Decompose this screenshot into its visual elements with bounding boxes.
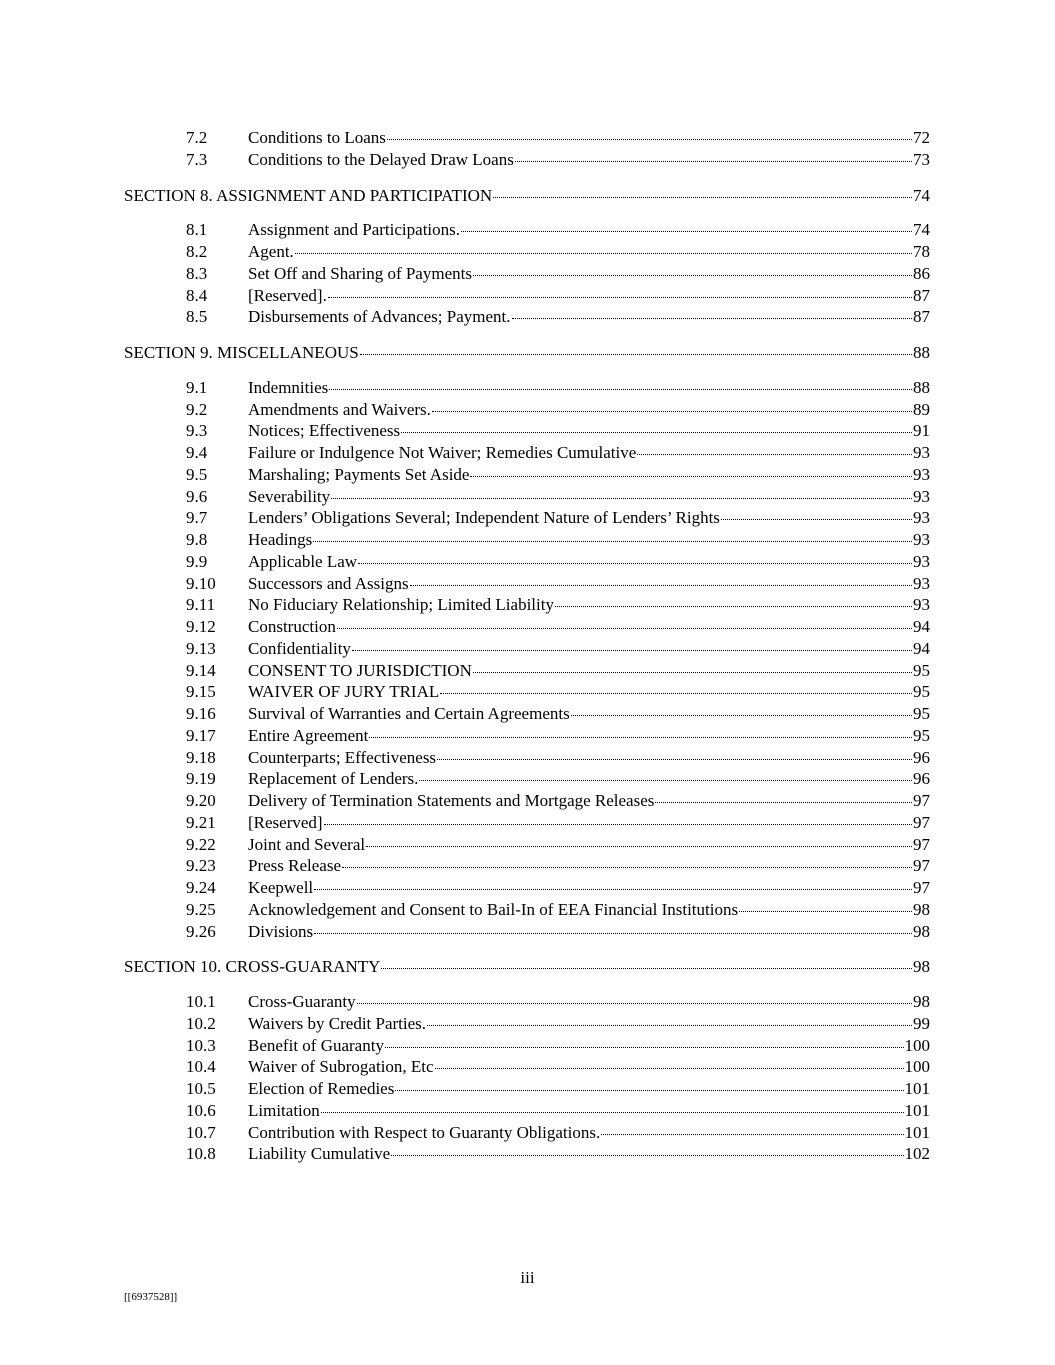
toc-entry-title: Set Off and Sharing of Payments	[248, 263, 472, 283]
toc-entry-page: 101	[904, 1100, 930, 1120]
dot-leader	[432, 411, 912, 412]
toc-entry-title: Marshaling; Payments Set Aside	[248, 464, 470, 484]
table-of-contents	[124, 127, 930, 1165]
toc-entry[interactable]	[124, 1013, 930, 1035]
toc-entry-number: 10.5	[186, 1079, 216, 1098]
toc-entry-page: 72	[913, 128, 930, 147]
toc-entry[interactable]	[124, 507, 930, 529]
toc-entry-page: 97	[913, 834, 930, 854]
toc-entry-number: 9.3	[186, 421, 208, 441]
dot-leader	[721, 519, 912, 520]
toc-section-heading[interactable]	[124, 342, 930, 364]
toc-entry[interactable]	[124, 263, 930, 285]
dot-leader	[391, 1155, 903, 1156]
toc-entry-title: Indemnities	[248, 377, 329, 397]
toc-entry-title: Agent.	[248, 242, 294, 261]
toc-entry[interactable]	[124, 529, 930, 551]
toc-entry-page: 93	[913, 595, 930, 615]
dot-leader	[313, 541, 912, 542]
toc-entry-page: 95	[913, 704, 930, 723]
toc-entry-number: 9.23	[186, 856, 216, 876]
toc-entry-title: WAIVER OF JURY TRIAL	[248, 682, 440, 702]
toc-entry-number: 9.13	[186, 638, 216, 658]
toc-entry-number: 10.3	[186, 1035, 216, 1055]
toc-entry-title: Contribution with Respect to Guaranty Obligations.	[248, 1122, 601, 1142]
document-id: [[6937528]]	[124, 1291, 178, 1303]
toc-entry-title: Confidentiality	[248, 638, 351, 658]
dot-leader	[493, 197, 912, 198]
toc-entry[interactable]	[124, 241, 930, 263]
toc-entry-number: 10.6	[186, 1100, 216, 1120]
toc-entry-page: 89	[913, 399, 930, 419]
toc-entry-page: 100	[904, 1035, 930, 1055]
toc-entry-page: 94	[913, 638, 930, 658]
dot-leader	[512, 318, 912, 319]
toc-entry-number: 9.9	[186, 551, 208, 571]
toc-entry-title: Benefit of Guaranty	[248, 1035, 384, 1055]
toc-entry-number: 9.16	[186, 704, 216, 723]
toc-entry[interactable]	[124, 921, 930, 943]
toc-entry-page: 101	[904, 1122, 930, 1142]
dot-leader	[655, 802, 912, 803]
toc-entry[interactable]	[124, 285, 930, 307]
toc-entry[interactable]	[124, 834, 930, 856]
toc-entry-number: 9.25	[186, 899, 216, 919]
dot-leader	[427, 1025, 912, 1026]
toc-entry-number: 9.15	[186, 682, 216, 702]
page-number: iii	[520, 1268, 535, 1287]
toc-entry[interactable]	[124, 551, 930, 573]
dot-leader	[385, 1047, 904, 1048]
toc-entry-title: Waiver of Subrogation, Etc	[248, 1057, 434, 1077]
toc-entry-title: Applicable Law	[248, 551, 358, 571]
toc-entry-number: 8.2	[186, 242, 208, 261]
toc-entry-page: 93	[913, 443, 930, 462]
toc-entry[interactable]	[124, 681, 930, 703]
toc-entry-page: 100	[904, 1057, 930, 1077]
dot-leader	[571, 715, 912, 716]
toc-entry[interactable]	[124, 486, 930, 508]
toc-entry-page: 96	[913, 747, 930, 767]
toc-entry-page: 97	[913, 791, 930, 810]
toc-entry-page: 87	[913, 285, 930, 305]
toc-entry-page: 78	[913, 242, 930, 261]
toc-entry-title: Notices; Effectiveness	[248, 421, 401, 441]
toc-entry-number: 9.6	[186, 486, 208, 506]
toc-entry-page: 102	[904, 1144, 930, 1164]
toc-entry-number: 9.4	[186, 443, 208, 462]
toc-entry-number: 7.2	[186, 128, 208, 147]
toc-entry-title: Disbursements of Advances; Payment.	[248, 307, 511, 327]
toc-entry-page: 88	[913, 377, 930, 397]
toc-entry-page: 95	[913, 682, 930, 702]
toc-entry-page: 94	[913, 617, 930, 636]
toc-entry-title: Severability	[248, 486, 331, 506]
toc-entry-number: 9.18	[186, 747, 216, 767]
toc-entry-title: Limitation	[248, 1100, 320, 1120]
toc-entry[interactable]	[124, 790, 930, 812]
toc-entry[interactable]	[124, 638, 930, 660]
toc-entry-page: 93	[913, 464, 930, 484]
toc-entry-page: 98	[913, 992, 930, 1011]
toc-entry-number: 9.19	[186, 769, 216, 789]
toc-entry-page: 97	[913, 878, 930, 897]
toc-entry-title: Cross-Guaranty	[248, 992, 356, 1011]
toc-entry[interactable]	[124, 1035, 930, 1057]
dot-leader	[555, 606, 912, 607]
toc-entry[interactable]	[124, 725, 930, 747]
dot-leader	[410, 585, 912, 586]
toc-entry-title: Amendments and Waivers.	[248, 399, 431, 419]
toc-entry[interactable]	[124, 399, 930, 421]
section-heading-title: SECTION 9. MISCELLANEOUS	[124, 343, 359, 362]
toc-entry-page: 99	[913, 1013, 930, 1033]
dot-leader	[366, 846, 912, 847]
toc-entry[interactable]	[124, 899, 930, 921]
toc-entry-number: 9.5	[186, 464, 208, 484]
toc-entry-number: 10.4	[186, 1057, 216, 1077]
toc-entry-page: 87	[913, 307, 930, 327]
toc-entry-number: 7.3	[186, 149, 208, 169]
toc-entry-page: 91	[913, 421, 930, 441]
section-heading-title: SECTION 10. CROSS-GUARANTY	[124, 957, 381, 977]
toc-entry-title: Acknowledgement and Consent to Bail-In of EEA Financial Institutions	[248, 899, 739, 919]
toc-entry[interactable]	[124, 1078, 930, 1100]
toc-entry[interactable]	[124, 812, 930, 834]
toc-entry-page: 73	[913, 149, 930, 169]
toc-entry-number: 9.17	[186, 725, 216, 745]
toc-entry-title: Replacement of Lenders.	[248, 769, 419, 789]
toc-entry-title: Election of Remedies	[248, 1079, 395, 1098]
dot-leader	[369, 737, 912, 738]
toc-entry[interactable]	[124, 991, 930, 1013]
toc-entry-number: 9.8	[186, 530, 208, 549]
toc-entry-page: 93	[913, 486, 930, 506]
dot-leader	[401, 432, 912, 433]
dot-leader	[357, 1003, 912, 1004]
toc-entry-number: 9.24	[186, 878, 216, 897]
dot-leader	[358, 563, 912, 564]
dot-leader	[360, 354, 912, 355]
toc-entry-title: Headings	[248, 530, 313, 549]
toc-entry-title: Joint and Several	[248, 834, 366, 854]
dot-leader	[331, 498, 912, 499]
toc-entry[interactable]	[124, 594, 930, 616]
dot-leader	[440, 693, 912, 694]
toc-entry[interactable]	[124, 768, 930, 790]
toc-section-heading[interactable]	[124, 956, 930, 978]
toc-entry-title: Failure or Indulgence Not Waiver; Remedies Cumulative	[248, 443, 637, 462]
toc-entry-number: 9.11	[186, 595, 216, 615]
toc-entry[interactable]	[124, 877, 930, 899]
toc-entry[interactable]	[124, 149, 930, 171]
dot-leader	[473, 672, 912, 673]
toc-entry-title: Lenders’ Obligations Several; Independent Nature of Lenders’ Rights	[248, 508, 720, 528]
toc-entry[interactable]	[124, 127, 930, 149]
toc-entry[interactable]	[124, 747, 930, 769]
toc-entry[interactable]	[124, 1056, 930, 1078]
toc-entry-title: Delivery of Termination Statements and Mortgage Releases	[248, 791, 655, 810]
toc-entry-number: 9.21	[186, 812, 216, 832]
toc-entry-page: 74	[913, 220, 930, 240]
dot-leader	[387, 139, 912, 140]
toc-entry-title: Successors and Assigns	[248, 573, 409, 593]
toc-entry-page: 86	[913, 263, 930, 283]
toc-entry-page: 96	[913, 769, 930, 789]
toc-entry-page: 97	[913, 812, 930, 832]
dot-leader	[295, 253, 912, 254]
toc-entry-page: 97	[913, 856, 930, 876]
toc-entry[interactable]	[124, 219, 930, 241]
dot-leader	[352, 650, 912, 651]
toc-entry-title: Construction	[248, 617, 336, 636]
toc-entry-page: 95	[913, 725, 930, 745]
dot-leader	[461, 231, 912, 232]
dot-leader	[739, 911, 912, 912]
toc-entry-number: 10.1	[186, 992, 216, 1011]
dot-leader	[515, 161, 912, 162]
dot-leader	[435, 1068, 904, 1069]
toc-entry[interactable]	[124, 1100, 930, 1122]
toc-entry-title: Press Release	[248, 856, 342, 876]
toc-entry[interactable]	[124, 703, 930, 725]
toc-entry[interactable]	[124, 660, 930, 682]
toc-entry-title: No Fiduciary Relationship; Limited Liability	[248, 595, 554, 615]
dot-leader	[314, 889, 912, 890]
toc-entry-page: 93	[913, 551, 930, 571]
toc-entry-number: 10.2	[186, 1013, 216, 1033]
toc-entry-number: 8.1	[186, 220, 208, 240]
toc-entry-page: 98	[913, 921, 930, 941]
toc-entry-number: 9.7	[186, 508, 208, 528]
dot-leader	[329, 389, 912, 390]
dot-leader	[419, 780, 912, 781]
toc-entry-number: 9.10	[186, 573, 216, 593]
dot-leader	[381, 968, 912, 969]
dot-leader	[437, 759, 912, 760]
toc-entry[interactable]	[124, 1122, 930, 1144]
toc-entry-page: 93	[913, 508, 930, 528]
toc-entry[interactable]	[124, 1143, 930, 1165]
toc-entry-number: 9.2	[186, 399, 208, 419]
toc-entry-number: 9.20	[186, 791, 216, 810]
toc-entry-title: CONSENT TO JURISDICTION	[248, 660, 472, 680]
toc-entry-title: Assignment and Participations.	[248, 220, 461, 240]
toc-entry[interactable]	[124, 442, 930, 464]
toc-entry-title: [Reserved].	[248, 285, 327, 305]
dot-leader	[337, 628, 912, 629]
toc-entry[interactable]	[124, 616, 930, 638]
toc-entry-title: Keepwell	[248, 878, 314, 897]
dot-leader	[314, 933, 912, 934]
section-heading-page: 98	[913, 957, 930, 977]
toc-entry[interactable]	[124, 306, 930, 328]
toc-section-heading[interactable]	[124, 185, 930, 207]
dot-leader	[395, 1090, 903, 1091]
toc-entry[interactable]	[124, 573, 930, 595]
dot-leader	[470, 476, 912, 477]
section-heading-page: 74	[913, 185, 930, 205]
dot-leader	[601, 1134, 903, 1135]
toc-entry-number: 9.14	[186, 660, 216, 680]
toc-entry[interactable]	[124, 464, 930, 486]
toc-entry-title: Entire Agreement	[248, 725, 369, 745]
section-heading-title: SECTION 8. ASSIGNMENT AND PARTICIPATION	[124, 185, 493, 205]
dot-leader	[637, 454, 912, 455]
dot-leader	[321, 1112, 904, 1113]
toc-entry-title: Conditions to Loans	[248, 128, 386, 147]
toc-entry-title: Liability Cumulative	[248, 1144, 391, 1164]
toc-entry-number: 9.26	[186, 921, 216, 941]
toc-entry-page: 95	[913, 660, 930, 680]
toc-entry[interactable]	[124, 420, 930, 442]
section-heading-page: 88	[913, 343, 930, 362]
dot-leader	[473, 275, 912, 276]
toc-entry-page: 98	[913, 899, 930, 919]
toc-entry[interactable]	[124, 377, 930, 399]
dot-leader	[342, 867, 912, 868]
toc-entry-number: 8.4	[186, 285, 208, 305]
toc-entry-number: 9.1	[186, 377, 208, 397]
toc-entry-title: Conditions to the Delayed Draw Loans	[248, 149, 514, 169]
toc-entry-page: 93	[913, 530, 930, 549]
dot-leader	[328, 297, 912, 298]
toc-entry-title: Survival of Warranties and Certain Agreements	[248, 704, 570, 723]
toc-entry-number: 9.22	[186, 834, 216, 854]
toc-entry-number: 10.7	[186, 1122, 216, 1142]
toc-entry-number: 8.5	[186, 307, 208, 327]
toc-entry-page: 101	[904, 1079, 930, 1098]
toc-entry-number: 8.3	[186, 263, 208, 283]
toc-entry-title: Counterparts; Effectiveness	[248, 747, 437, 767]
toc-entry-page: 93	[913, 573, 930, 593]
toc-entry-title: Divisions	[248, 921, 314, 941]
toc-entry-number: 9.12	[186, 617, 216, 636]
toc-entry-title: [Reserved]	[248, 812, 323, 832]
toc-entry[interactable]	[124, 855, 930, 877]
dot-leader	[324, 824, 912, 825]
toc-entry-title: Waivers by Credit Parties.	[248, 1013, 427, 1033]
toc-entry-number: 10.8	[186, 1144, 216, 1164]
